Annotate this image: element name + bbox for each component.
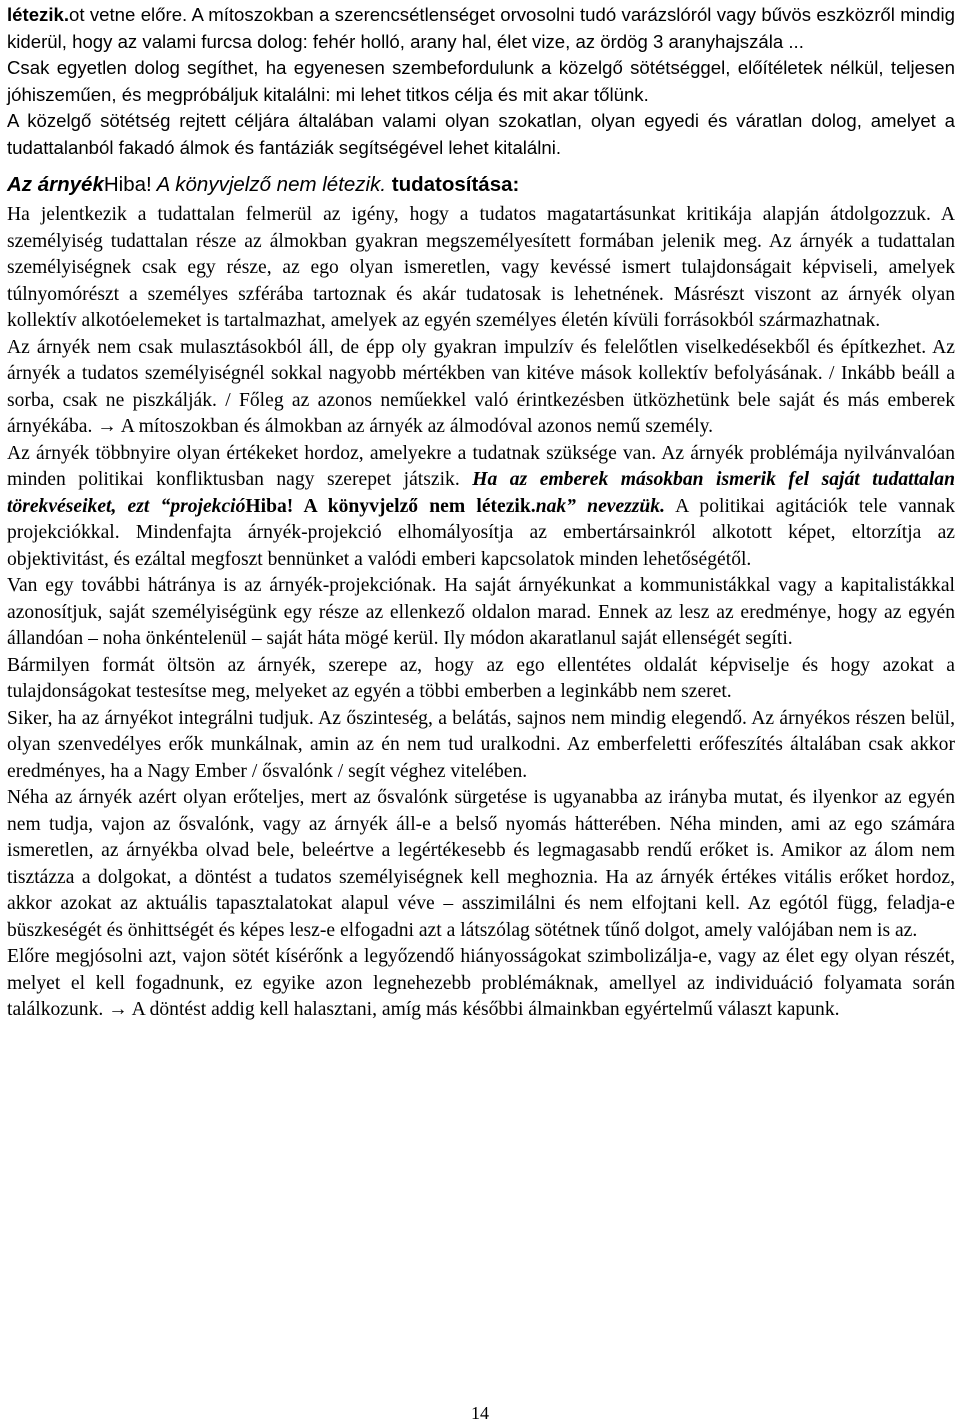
body-p3-emphasis-2: nak” nevezzük. — [535, 495, 666, 517]
body-paragraph-2: Az árnyék nem csak mulasztásokból áll, de épp oly gyakran impulzív és felelőtlen viselkedésekből és építkezhet. Az árnyék a tudatos személyiségnél sokkal nagyobb mértékben van kitéve mások kollektív befolyásának. / Inkább beáll a sorba, csak ne piszkálják. / Főleg az azonos neműekkel való érintkezésben ütközhetünk bele saját és más emberek árnyékába. → A mítoszokban és álmokban az árnyék az álmodóval azonos nemű személy. — [7, 336, 955, 437]
section-heading — [7, 172, 955, 198]
document-page — [7, 2, 955, 1024]
broken-word-bold: létezik. — [7, 4, 70, 25]
body-p3-error: Hiba! A könyvjelző nem létezik. — [245, 495, 536, 517]
body-paragraph-1: Ha jelentkezik a tudattalan felmerül az igény, hogy a tudatos magatartásunkat kritikája alapján átdolgozzuk. A személyiség tudattalan része az álmokban gyakran megszemélyesített formában jelenik meg. Az árnyék a tudattalan személyiségnek csak egy része, az ego olyan ismeretlen, vagy kevéssé ismert tulajdonságait képviseli, amelyek túlnyomórészt a személyes szférába tartoznak és akár tudatosak is lehetnének. Másrészt viszont az árnyék olyan kollektív alkotóelemeket is tartalmazhat, amelyek az egyén személyes életén kívüli forrásokból származhatnak. — [7, 204, 955, 331]
body-paragraph-3 — [7, 441, 955, 574]
intro-paragraph-2: Csak egyetlen dolog segíthet, ha egyenesen szembefordulunk a közelgő sötétséggel, előítéletek nélkül, teljesen jóhiszeműen, és megpróbáljuk kitalálni: mi lehet titkos célja és mit akar tőlünk. — [7, 57, 955, 105]
intro-paragraph-1 — [7, 2, 955, 55]
body-p3-text-a: Az árnyék többnyire olyan értékeket hordoz, amelyekre a tudatnak szüksége van. Az árnyék problémája nyilvánvalóan minden politikai konfliktusban nagy szerepet játszik. — [7, 442, 955, 490]
body-paragraph-4: Van egy további hátránya is az árnyék-projekciónak. Ha saját árnyékunkat a kommunistákkal vagy a kapitalistákkal azonosítjuk, saját személyiségünk egy része az ellenkező oldalon marad. Ennek az lesz az eredménye, hogy az egyén állandóan – noha önkéntelenül – saját háta mögé kerül. Ily módon akaratlanul saját ellenségét segíti. — [7, 575, 955, 649]
body-paragraph-5: Bármilyen formát öltsön az árnyék, szerepe az, hogy az ego ellentétes oldalát képviselje és hogy azokat a tulajdonságokat testesítse meg, melyeket az egyén a többi emberben a leginkább nem szeret. — [7, 654, 955, 702]
body-paragraph-6: Siker, ha az árnyékot integrálni tudjuk. Az őszinteség, a belátás, sajnos nem mindig elegendő. Az árnyékos részen belül, olyan szenvedélyes erők munkálnak, amin az én nem tud uralkodni. Az emberfeletti erőfeszítés általában csak akkor eredményes, ha a Nagy Ember / ősvalónk / segít véghez vitelében. — [7, 707, 955, 782]
intro-text-1: ot vetne előre. A mítoszokban a szerencsétlenséget orvosolni tudó varázslóról vagy bűvös eszközről mindig kiderül, hogy az valami furcsa dolog: fehér holló, arany hal, élet vize, az ördög 3 aranyhajszála ... — [7, 4, 955, 52]
page-number: 14 — [471, 1403, 489, 1423]
body-p3-emphasis-1: Ha az emberek másokban ismerik fel saját tudattalan törekvéseiket, ezt “projekció — [7, 469, 955, 517]
intro-paragraph-3: A közelgő sötétség rejtett céljára általában valami olyan szokatlan, olyan egyedi és váratlan dolog, amelyet a tudattalanból fakadó álmok és fantáziák segítségével lehet kitalálni. — [7, 110, 955, 158]
heading-error-2: A könyvjelző nem létezik. — [151, 173, 387, 196]
heading-part-2: tudatosítása: — [386, 173, 520, 196]
heading-part-1: Az árnyék — [7, 173, 104, 196]
body-paragraph-7: Néha az árnyék azért olyan erőteljes, mert az ősvalónk sürgetése is ugyanabba az irányba mutat, és ilyenkor az egyén nem tudja, vajon az ősvalónk, vagy az árnyék áll-e a belső nyomás hátterében. Néha minden, ami az ego számára ismeretlen, az árnyékba olvad bele, beleértve a legértékesebb és legmagasabb rendű erőket is. Amikor az álom nem tisztázza a dolgokat, a döntést a tudatos személyiségnek kell meghoznia. Ha az árnyék értékes vitális erőket hordoz, akkor azokat az aktuális tapasztalatokat alapul véve – asszimilálni és nem elfojtani kell. Az egótól függ, feladja-e büszkeségét és önhittségét és képes lesz-e elfogadni azt a látszólag sötétnek tűnő dolgot, amely valójában nem is az. — [7, 787, 955, 941]
heading-error-1: Hiba! — [103, 173, 152, 196]
body-p3-text-b: A politikai agitációk tele vannak projekciókkal. Mindenfajta árnyék-projekció elhomályosítja az embertársainkról alkotott képet, eltorzítja az objektivitást, és ezáltal megfoszt bennünket a valódi emberi kapcsolatok minden lehetőségétől. — [7, 495, 955, 570]
body-paragraph-8: Előre megjósolni azt, vajon sötét kísérőnk a legyőzendő hiányosságokat szimbolizálja-e, vagy az élet egy olyan részét, melyet el kell fogadnunk, ez egyike azon legnehezebb problémáknak, amellyel az individuáció folyamata során találkozunk. → A döntést addig kell halasztani, amíg más későbbi álmainkban egyértelmű választ kapunk. — [7, 946, 955, 1020]
